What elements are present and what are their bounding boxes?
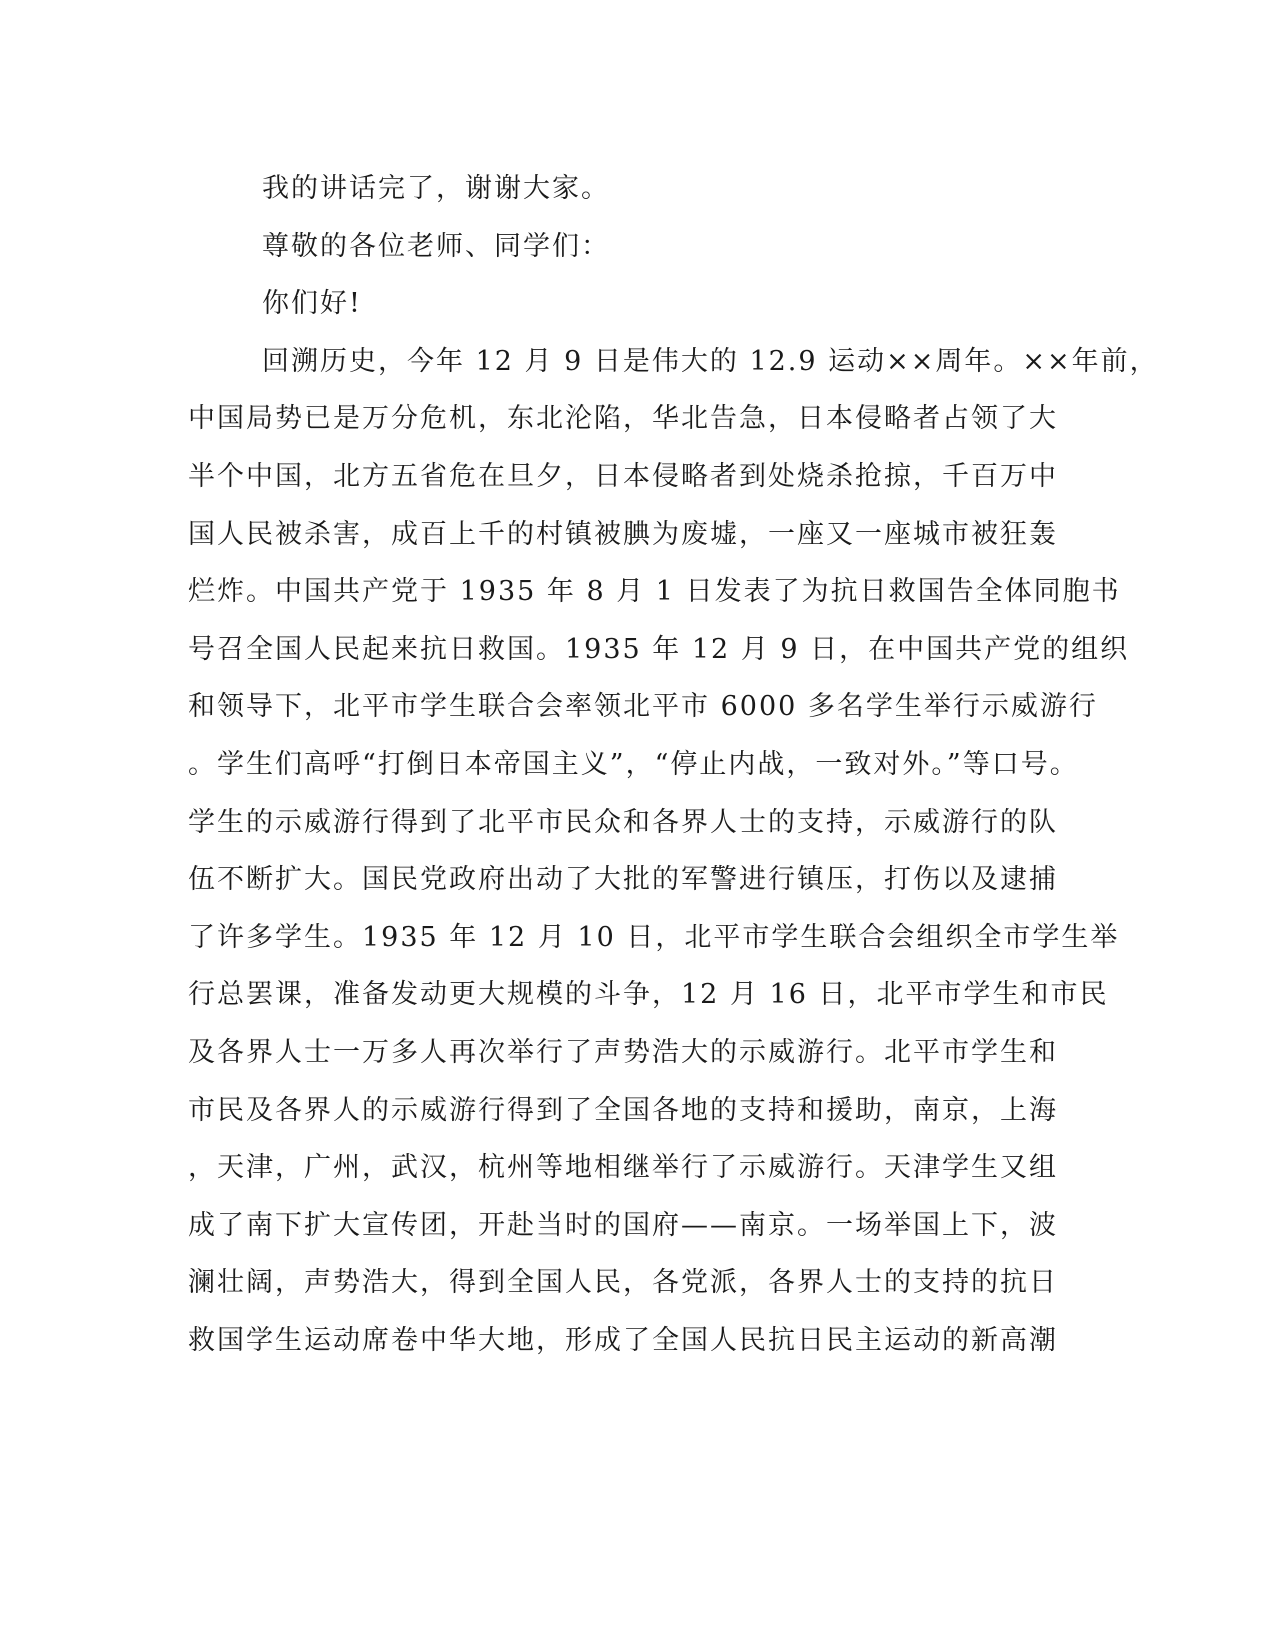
paragraph-line: 市民及各界人的示威游行得到了全国各地的支持和援助，南京，上海 xyxy=(188,1094,1058,1126)
paragraph-line: 国人民被杀害，成百上千的村镇被腆为废墟，一座又一座城市被狂轰 xyxy=(188,518,1058,550)
paragraph-line: 行总罢课，准备发动更大规模的斗争，12 月 16 日，北平市学生和市民 xyxy=(188,979,1109,1011)
paragraph-line: 成了南下扩大宣传团，开赴当时的国府——南京。一场举国上下，波 xyxy=(188,1209,1058,1241)
body-text xyxy=(188,160,1159,1369)
paragraph-line: 烂炸。中国共产党于 1935 年 8 月 1 日发表了为抗日救国告全体同胞书 xyxy=(188,576,1121,608)
paragraph-line: 回溯历史，今年 12 月 9 日是伟大的 12.9 运动××周年。××年前， xyxy=(262,345,1159,377)
paragraph-line: 学生的示威游行得到了北平市民众和各界人士的支持，示威游行的队 xyxy=(188,806,1058,838)
paragraph-line: 救国学生运动席卷中华大地，形成了全国人民抗日民主运动的新高潮 xyxy=(188,1324,1058,1356)
closing-line: 我的讲话完了，谢谢大家。 xyxy=(262,173,610,204)
paragraph-line: 了许多学生。1935 年 12 月 10 日，北平市学生联合会组织全市学生举 xyxy=(188,921,1120,953)
paragraph-line: 和领导下，北平市学生联合会率领北平市 6000 多名学生举行示威游行 xyxy=(188,691,1098,723)
paragraph-line: 澜壮阔，声势浩大，得到全国人民，各党派，各界人士的支持的抗日 xyxy=(188,1267,1058,1299)
paragraph-line: 中国局势已是万分危机，东北沦陷，华北告急，日本侵略者占领了大 xyxy=(188,403,1058,435)
paragraph-line: 号召全国人民起来抗日救国。1935 年 12 月 9 日，在中国共产党的组织 xyxy=(188,633,1130,665)
paragraph-line: 。学生们高呼“打倒日本帝国主义”，“停止内战，一致对外。”等口号。 xyxy=(188,748,1079,780)
salutation-line: 尊敬的各位老师、同学们： xyxy=(262,230,610,262)
paragraph-line: 伍不断扩大。国民党政府出动了大批的军警进行镇压，打伤以及逮捕 xyxy=(188,864,1058,896)
paragraph-line: 半个中国，北方五省危在旦夕，日本侵略者到处烧杀抢掠，千百万中 xyxy=(188,460,1058,492)
greeting-line: 你们好! xyxy=(262,288,362,320)
paragraph-line: 及各界人士一万多人再次举行了声势浩大的示威游行。北平市学生和 xyxy=(188,1036,1058,1068)
paragraph-line: ，天津，广州，武汉，杭州等地相继举行了示威游行。天津学生又组 xyxy=(188,1152,1058,1184)
